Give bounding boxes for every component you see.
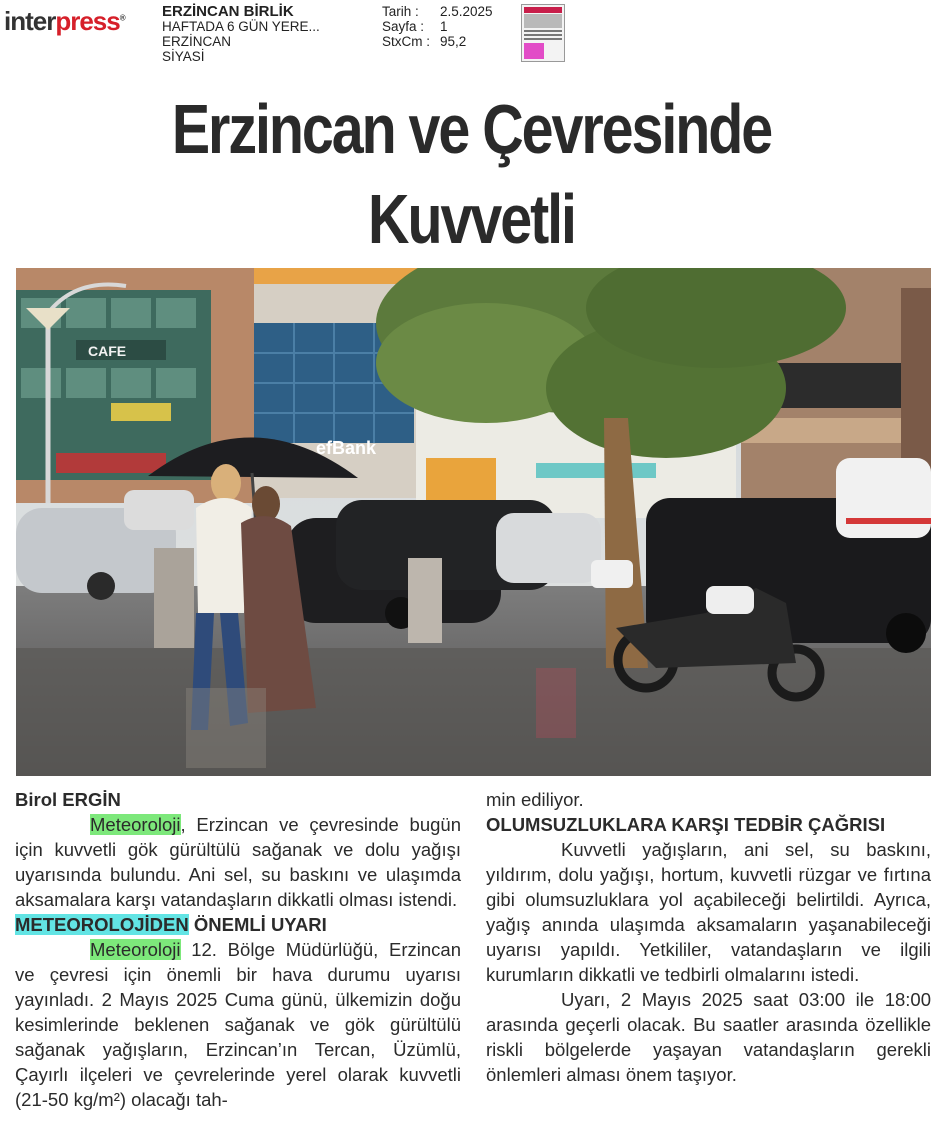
keyword-highlight: Meteoroloji [90, 814, 181, 835]
page-thumbnail[interactable] [521, 4, 565, 62]
street-scene-illustration [16, 268, 931, 776]
paragraph-2: Meteoroloji 12. Bölge Müdürlüğü, Erzincan ve çevresi için önemli bir hava durumu uyarısı yayınladı. 2 Mayıs 2025 Cuma günü, ülkemizin doğu kesimlerinde beklenen sağanak ve gök gürültülü sağanak yağışların, Erzincan’ın Tercan, Üzümlü, Çayırlı ilçeleri ve çevrelerinde yerel olarak kuvvetli (21-50 kg/m²) olacağı tah- [15, 939, 461, 1110]
publication-name: ERZİNCAN BİRLİK [162, 3, 294, 20]
interpress-logo: interpress® [4, 6, 125, 36]
stxcm-value: 95,2 [440, 34, 467, 49]
article-column-left [15, 787, 461, 1112]
clipping-details: Tarih : 2.5.2025 Sayfa : 1 StxCm : 95,2 [382, 4, 493, 49]
subheading-2: OLUMSUZLUKLARA KARŞI TEDBİR ÇAĞRISI [486, 814, 886, 835]
keyword-highlight: METEOROLOJİDEN [15, 914, 189, 935]
publication-frequency: HAFTADA 6 GÜN YERE... [162, 19, 320, 34]
clipping-meta [162, 4, 320, 64]
headline-line-1: Erzincan ve Çevresinde Kuvvetli [171, 90, 772, 258]
article-column-right [486, 787, 931, 1087]
publication-city: ERZİNCAN [162, 34, 232, 49]
paragraph-2-continued: min ediliyor. [486, 789, 584, 810]
byline: Birol ERGİN [15, 789, 121, 810]
sign-cafe: CAFE [88, 343, 127, 359]
subheading-1: METEOROLOJİDEN ÖNEMLİ UYARI [15, 914, 327, 935]
paragraph-3: Kuvvetli yağışların, ani sel, su baskını, yıldırım, dolu yağışı, hortum, kuvvetli rüzgar ve fırtına gibi olumsuzluklara yol açabileceği belirtildi. Ayrıca, yağış anında ulaşımda aksamaların yaşanabileceği uyarısı yapıldı. Yetkililer, vatandaşların ve ilgili kurumların dikkatli ve tedbirli olmalarını istedi. [486, 839, 931, 985]
page-value: 1 [440, 19, 448, 34]
publication-section: SİYASİ [162, 49, 205, 64]
paragraph-4: Uyarı, 2 Mayıs 2025 saat 03:00 ile 18:00 arasında geçerli olacak. Bu saatler arasında özellikle riskli bölgelerde yaşayan vatandaşların gerekli önlemleri alması önem taşıyor. [486, 989, 931, 1085]
date-value: 2.5.2025 [440, 4, 493, 19]
article-photo [16, 268, 931, 776]
paragraph-1: Meteoroloji, Erzincan ve çevresinde bugün için kuvvetli gök gürültülü sağanak ve dolu yağışı uyarısında bulundu. Ani sel, su baskını ve ulaşımda aksamalara karşı vatandaşların dikkatli olması istendi. [15, 814, 461, 910]
sign-bank: efBank [316, 438, 377, 458]
keyword-highlight: Meteoroloji [90, 939, 181, 960]
